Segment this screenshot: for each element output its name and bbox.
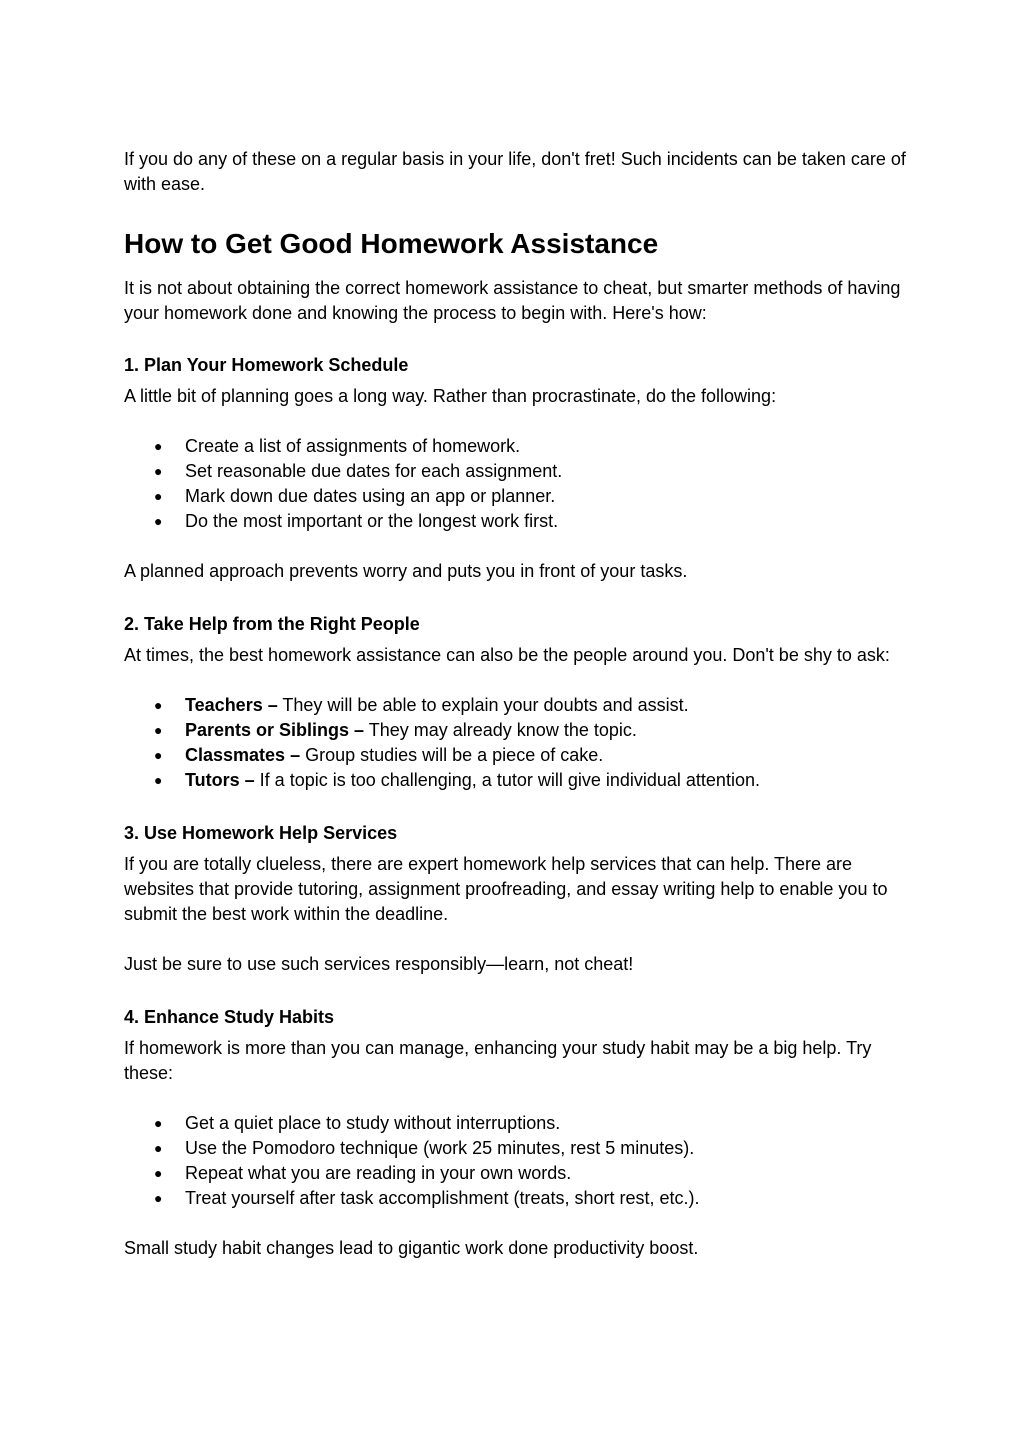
section-3-closing: Just be sure to use such services responsibly—learn, not cheat! [124, 954, 634, 974]
section-3-text: If you are totally clueless, there are expert homework help services that can help. There are websites that provide tutoring, assignment proofreading, and essay writing help to enable you to submit the best work within the deadline. [124, 854, 888, 924]
section-1-closing: A planned approach prevents worry and puts you in front of your tasks. [124, 561, 688, 581]
section-4-text: If homework is more than you can manage, enhancing your study habit may be a big help. Try these: [124, 1038, 872, 1083]
list-item [124, 718, 914, 743]
section-4-title: 4. Enhance Study Habits [124, 1007, 335, 1027]
list-item [124, 693, 914, 718]
list-item: ● Get a quiet place to study without interruptions. [124, 1111, 914, 1136]
list-item-text: If a topic is too challenging, a tutor will give individual attention. [254, 770, 760, 790]
list-item: ● Mark down due dates using an app or planner. [124, 484, 914, 509]
list-item-text: Group studies will be a piece of cake. [300, 745, 604, 765]
section-4-closing: Small study habit changes lead to gigantic work done productivity boost. [124, 1238, 699, 1258]
list-item: ● Set reasonable due dates for each assignment. [124, 459, 914, 484]
lead-paragraph: It is not about obtaining the correct homework assistance to cheat, but smarter methods of having your homework done and knowing the process to begin with. Here's how: [124, 278, 901, 323]
list-item [124, 743, 914, 768]
list-item-text: They will be able to explain your doubts and assist. [277, 695, 689, 715]
section-1-text: A little bit of planning goes a long way. Rather than procrastinate, do the following: [124, 386, 777, 406]
section-2-text: At times, the best homework assistance can also be the people around you. Don't be shy to ask: [124, 645, 890, 665]
list-item-term: Tutors – [185, 770, 255, 790]
list-item-term: Classmates – [185, 745, 301, 765]
list-item-text: They may already know the topic. [364, 720, 637, 740]
page-title: How to Get Good Homework Assistance [124, 228, 659, 259]
section-1-title: 1. Plan Your Homework Schedule [124, 355, 409, 375]
intro-paragraph: If you do any of these on a regular basis in your life, don't fret! Such incidents can be taken care of with ease. [124, 149, 906, 194]
list-item: ● Treat yourself after task accomplishment (treats, short rest, etc.). [124, 1186, 914, 1211]
list-item: ● Create a list of assignments of homework. [124, 434, 914, 459]
section-1-list [124, 434, 914, 534]
list-item-term: Parents or Siblings – [185, 720, 365, 740]
list-item: ● Repeat what you are reading in your own words. [124, 1161, 914, 1186]
section-4-list [124, 1111, 914, 1211]
document-page [124, 147, 914, 1261]
section-2-title: 2. Take Help from the Right People [124, 614, 420, 634]
list-item [124, 768, 914, 793]
list-item: ● Do the most important or the longest work first. [124, 509, 914, 534]
list-item-term: Teachers – [185, 695, 278, 715]
section-3-title: 3. Use Homework Help Services [124, 823, 398, 843]
list-item: ● Use the Pomodoro technique (work 25 minutes, rest 5 minutes). [124, 1136, 914, 1161]
section-2-list [124, 693, 914, 793]
